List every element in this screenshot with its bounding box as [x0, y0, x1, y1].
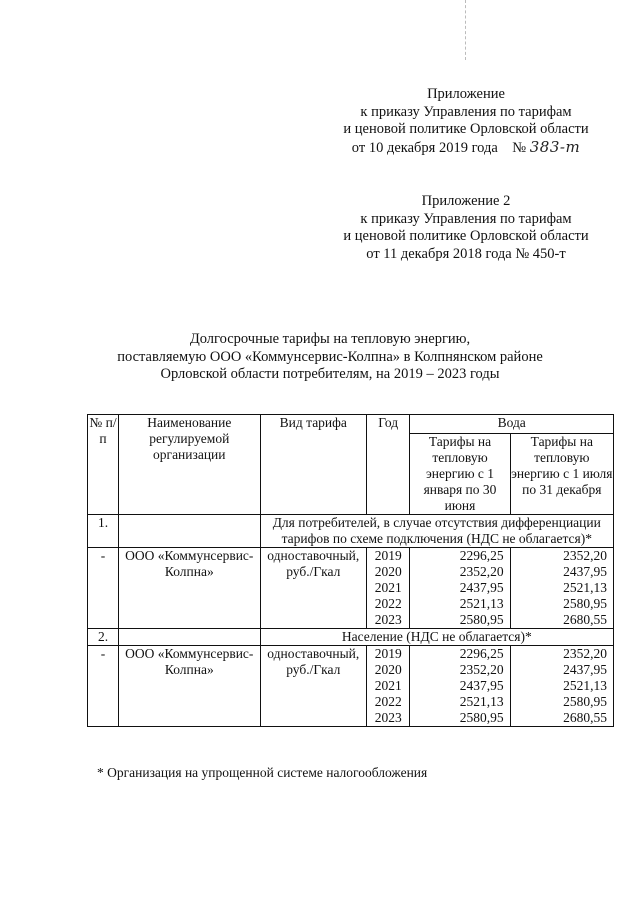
row-first-half-values: [410, 646, 510, 727]
row-second-half-values: [510, 646, 613, 727]
tariff-value: 2680,55: [563, 710, 607, 725]
tariff-value: 2580,95: [563, 694, 607, 709]
document-title: [90, 331, 570, 384]
year-value: 2021: [374, 678, 402, 693]
tariff-value: 2437,95: [459, 580, 504, 595]
year-value: 2023: [374, 710, 402, 725]
year-value: 2020: [374, 564, 402, 579]
annex-line: к приказу Управления по тарифам: [360, 210, 572, 227]
table-header-row: [88, 415, 614, 434]
tariff-value: 2580,95: [459, 710, 504, 725]
row-tariff-kind: одноставочный, руб./Гкал: [260, 548, 366, 629]
year-value: 2023: [374, 612, 402, 627]
annex-line: от 11 декабря 2018 года № 450-т: [366, 245, 566, 262]
tariff-table: [87, 414, 614, 727]
annex-date: от 10 декабря 2019 года: [351, 139, 498, 156]
tariff-value: 2521,13: [459, 596, 504, 611]
header-year: Год: [367, 415, 410, 515]
section-num: 1.: [88, 515, 119, 548]
tariff-value: 2680,55: [563, 612, 607, 627]
row-first-half-values: [410, 548, 510, 629]
year-value: 2021: [374, 580, 402, 595]
tariff-value: 2521,13: [563, 678, 607, 693]
year-value: 2022: [374, 694, 402, 709]
row-tariff-kind: одноставочный, руб./Гкал: [260, 646, 366, 727]
year-value: 2022: [374, 596, 402, 611]
annex-line: Приложение 2: [421, 193, 511, 209]
section-label: Для потребителей, в случае отсутствия дифференциации тарифов по схеме подключения (НДС не облагается)*: [260, 515, 613, 548]
tariff-value: 2580,95: [459, 612, 504, 627]
title-line: Долгосрочные тарифы на тепловую энергию,: [189, 331, 471, 347]
section-label: Население (НДС не облагается)*: [260, 629, 613, 646]
header-period-first-half: Тарифы на тепловую энергию с 1 января по 30 июня: [410, 434, 510, 515]
tariff-value: 2296,25: [459, 548, 504, 563]
header-tariff-kind: Вид тарифа: [260, 415, 366, 515]
section-empty-cell: [119, 629, 261, 646]
tariff-value: 2521,13: [459, 694, 504, 709]
annex-line: к приказу Управления по тарифам: [360, 103, 572, 120]
row-years: [367, 646, 410, 727]
header-num: № п/п: [88, 415, 119, 515]
annex-date-line: [321, 139, 611, 158]
section-empty-cell: [119, 515, 261, 548]
table-row: [88, 646, 614, 727]
header-period-second-half: Тарифы на тепловую энергию с 1 июля по 31 декабря: [510, 434, 613, 515]
row-second-half-values: [510, 548, 613, 629]
year-value: 2019: [374, 646, 402, 661]
annex-line: и ценовой политике Орловской области: [343, 228, 589, 244]
footnote: * Организация на упрощенной системе налогообложения: [97, 765, 428, 780]
row-num: -: [88, 548, 119, 629]
annex-line: и ценовой политике Орловской области: [343, 121, 589, 137]
tariff-value: 2352,20: [459, 564, 504, 579]
tariff-value: 2521,13: [563, 580, 607, 595]
header-org: Наименование регулируемой организации: [119, 415, 261, 515]
row-org: ООО «Коммунсервис-Колпна»: [119, 548, 261, 629]
row-org: ООО «Коммунсервис-Колпна»: [119, 646, 261, 727]
row-num: -: [88, 646, 119, 727]
header-group-water: Вода: [410, 415, 614, 434]
tariff-value: 2296,25: [459, 646, 504, 661]
year-value: 2019: [374, 548, 402, 563]
tariff-value: 2437,95: [459, 678, 504, 693]
handwritten-order-number: 383-т: [529, 137, 581, 156]
title-line: Орловской области потребителям, на 2019 – 2023 годы: [160, 366, 500, 382]
section-row: [88, 515, 614, 548]
tariff-value: 2437,95: [563, 564, 607, 579]
year-value: 2020: [374, 662, 402, 677]
tariff-value: 2580,95: [563, 596, 607, 611]
row-years: [367, 548, 410, 629]
section-num: 2.: [88, 629, 119, 646]
title-line: поставляемую ООО «Коммунсервис-Колпна» в Колпнянском районе: [117, 348, 543, 365]
tariff-value: 2352,20: [459, 662, 504, 677]
tariff-value: 2352,20: [563, 548, 607, 563]
annex-header-current: [321, 86, 611, 157]
tariff-value: 2352,20: [563, 646, 607, 661]
scan-fold-mark: [465, 0, 466, 60]
section-row: [88, 629, 614, 646]
annex-line: Приложение: [427, 86, 505, 102]
tariff-value: 2437,95: [563, 662, 607, 677]
annex-header-previous: [321, 193, 611, 263]
table-row: [88, 548, 614, 629]
annex-number-sign: №: [512, 139, 527, 156]
